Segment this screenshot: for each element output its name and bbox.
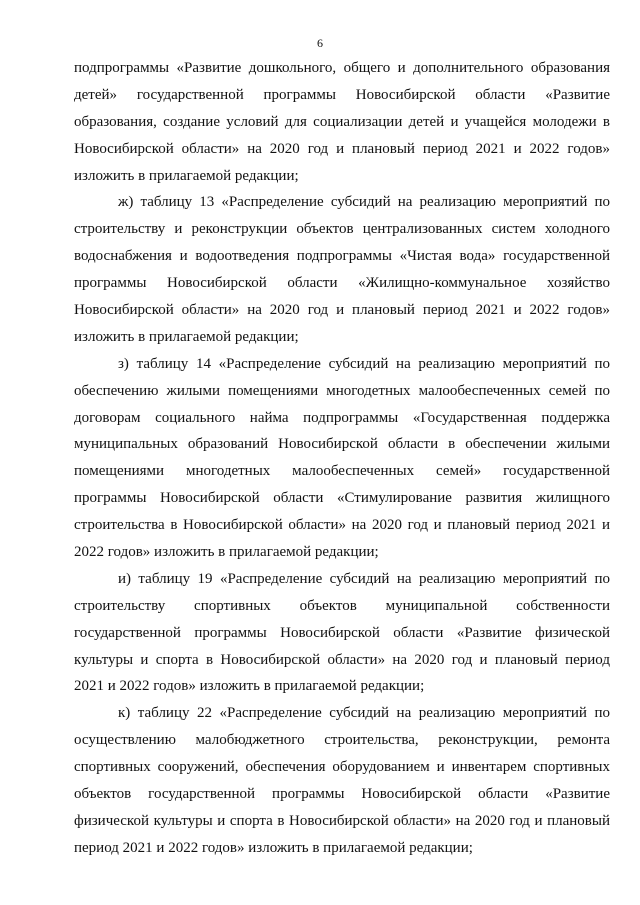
- text-line: государственной программы Новосибирской области «Развитие физической: [74, 624, 610, 641]
- paragraph-first-line: к) таблицу 22 «Распределение субсидий на реализацию мероприятий по: [118, 705, 610, 722]
- page-number: 6: [317, 36, 323, 50]
- text-line: физической культуры и спорта в Новосибирской области» на 2020 год и плановый: [74, 812, 610, 829]
- text-line: 2021 и 2022 годов» изложить в прилагаемой редакции;: [74, 678, 425, 695]
- text-line: помещениями многодетных малообеспеченных семей» государственной: [74, 463, 610, 480]
- text-line: программы Новосибирской области «Жилищно-коммунальное хозяйство: [74, 275, 610, 292]
- text-line: спортивных сооружений, обеспечения оборудованием и инвентарем спортивных: [74, 759, 610, 776]
- text-line: Новосибирской области» на 2020 год и плановый период 2021 и 2022 годов»: [74, 140, 610, 157]
- text-line: период 2021 и 2022 годов» изложить в прилагаемой редакции;: [74, 839, 473, 856]
- text-line: культуры и спорта в Новосибирской области» на 2020 год и плановый период: [74, 651, 610, 668]
- text-line: подпрограммы «Развитие дошкольного, общего и дополнительного образования: [74, 60, 610, 76]
- paragraph-first-line: з) таблицу 14 «Распределение субсидий на реализацию мероприятий по: [118, 355, 610, 372]
- text-line: образования, создание условий для социализации детей и учащейся молодежи в: [74, 113, 610, 130]
- text-line: обеспечению жилыми помещениями многодетных малообеспеченных семей по: [74, 382, 610, 399]
- text-line: объектов государственной программы Новосибирской области «Развитие: [74, 786, 610, 803]
- text-line: строительству и реконструкции объектов централизованных систем холодного: [74, 221, 610, 238]
- document-body: [74, 55, 610, 862]
- text-line: детей» государственной программы Новосибирской области «Развитие: [74, 86, 610, 103]
- text-line: осуществлению малобюджетного строительства, реконструкции, ремонта: [74, 732, 610, 749]
- text-line: муниципальных образований Новосибирской области в обеспечении жилыми: [74, 436, 610, 453]
- text-line: Новосибирской области» на 2020 год и плановый период 2021 и 2022 годов»: [74, 302, 610, 319]
- text-line: водоснабжения и водоотведения подпрограммы «Чистая вода» государственной: [74, 248, 610, 265]
- paragraph-first-line: ж) таблицу 13 «Распределение субсидий на реализацию мероприятий по: [118, 194, 610, 211]
- text-line: договорам социального найма подпрограммы «Государственная поддержка: [74, 409, 610, 426]
- paragraph-first-line: и) таблицу 19 «Распределение субсидий на реализацию мероприятий по: [118, 570, 610, 587]
- text-line: 2022 годов» изложить в прилагаемой редакции;: [74, 544, 379, 561]
- text-line: изложить в прилагаемой редакции;: [74, 167, 299, 184]
- text-line: программы Новосибирской области «Стимулирование развития жилищного: [74, 490, 610, 507]
- text-line: строительства в Новосибирской области» на 2020 год и плановый период 2021 и: [74, 517, 610, 534]
- text-line: строительству спортивных объектов муниципальной собственности: [74, 597, 610, 614]
- text-line: изложить в прилагаемой редакции;: [74, 328, 299, 345]
